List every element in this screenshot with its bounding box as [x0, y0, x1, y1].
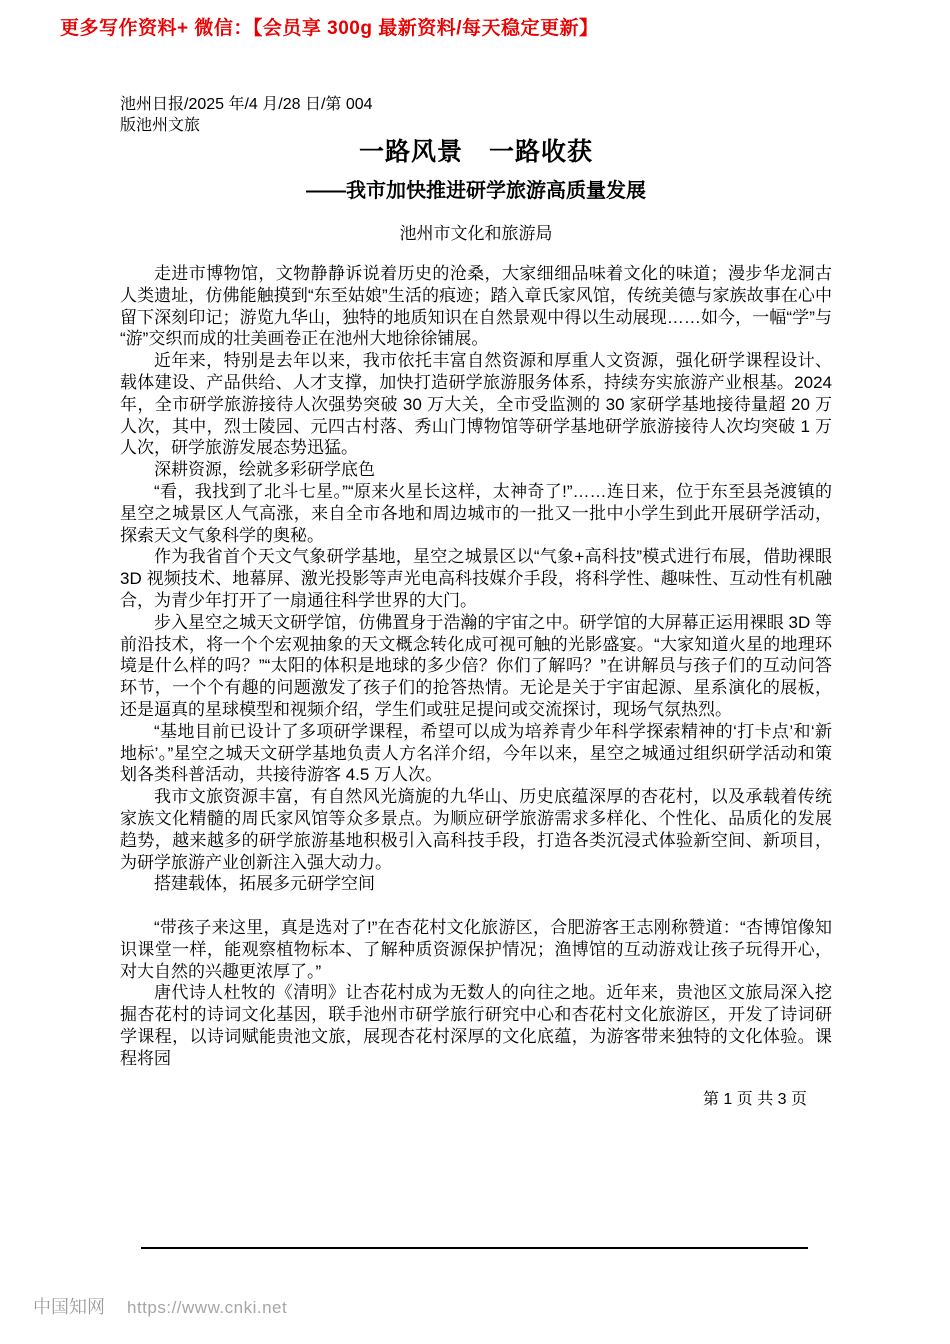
source-meta-line-1: 池州日报/2025 年/4 月/28 日/第 004 [120, 96, 373, 113]
watermark-brand: 中国知网 [33, 1297, 105, 1317]
article-paragraph: 深耕资源，绘就多彩研学底色 [154, 460, 375, 480]
footer-divider [141, 1247, 808, 1249]
article-paragraph: “看，我找到了北斗七星。”“原来火星长这样，太神奇了!”……连日来，位于东至县尧渡镇的星空之城景区人气高涨，来自全市各地和周边城市的一批又一批中小学生到此开展研学活动，探索天文气象科学的奥秘。 [120, 481, 832, 545]
article-paragraph: “带孩子来这里，真是选对了!”在杏花村文化旅游区，合肥游客王志刚称赞道：“杏博馆像知识课堂一样，能观察植物标本、了解种质资源保护情况；渔博馆的互动游戏让孩子玩得开心，对大自然的兴趣更浓厚了。” [120, 917, 832, 981]
article-subtitle: ——我市加快推进研学旅游高质量发展 [306, 180, 646, 202]
article-paragraph: 步入星空之城天文研学馆，仿佛置身于浩瀚的宇宙之中。研学馆的大屏幕正运用裸眼 3D 等前沿技术，将一个个宏观抽象的天文概念转化成可视可触的光影盛宴。“大家知道火星的地理环境是什么样的吗？”“太阳的体积是地球的多少倍？你们了解吗？”在讲解员与孩子们的互动问答环节，一个个有趣的问题激发了孩子们的抢答热情。无论是关于宇宙起源、星系演化的展板，还是逼真的星球模型和视频介绍，学生们或驻足提问或交流探讨，现场气氛热烈。 [120, 612, 832, 719]
watermark [33, 1293, 287, 1319]
article-paragraph: 作为我省首个天文气象研学基地，星空之城景区以“气象+高科技”模式进行布展，借助裸眼 3D 视频技术、地幕屏、激光投影等声光电高科技媒介手段，将科学性、趣味性、互动性有机融合，为青少年打开了一扇通往科学世界的大门。 [120, 547, 832, 610]
article-paragraph: 搭建载体，拓展多元研学空间 [154, 874, 375, 894]
source-meta [120, 94, 832, 136]
article-body [120, 263, 832, 1069]
article-paragraph [120, 895, 832, 917]
promo-banner-text: 更多写作资料+ 微信：【会员享 300g 最新资料/每天稳定更新】 [60, 18, 599, 39]
article-title: 一路风景 一路收获 [358, 138, 593, 166]
watermark-url: https://www.cnki.net [127, 1298, 288, 1317]
page-indicator: 第 1 页 共 3 页 [702, 1091, 807, 1108]
article-byline: 池州市文化和旅游局 [399, 224, 553, 243]
article-paragraph: 走进市博物馆，文物静静诉说着历史的沧桑，大家细细品味着文化的味道；漫步华龙洞古人类遗址，仿佛能触摸到“东至姑娘”生活的痕迹；踏入章氏家风馆，传统美德与家族故事在心中留下深刻印记；游览九华山，独特的地质知识在自然景观中得以生动展现……如今，一幅“学”与“游”交织而成的壮美画卷正在池州大地徐徐铺展。 [120, 264, 832, 349]
article-paragraph: “基地目前已设计了多项研学课程，希望可以成为培养青少年科学探索精神的‘打卡点’和‘新地标’。”星空之城天文研学基地负责人方名洋介绍，今年以来，星空之城通过组织研学活动和策划各类科普活动，共接待游客 4.5 万人次。 [120, 721, 832, 785]
article-paragraph: 近年来，特别是去年以来，我市依托丰富自然资源和厚重人文资源，强化研学课程设计、载体建设、产品供给、人才支撑，加快打造研学旅游服务体系，持续夯实旅游产业根基。2024 年，全市研学旅游接待人次强势突破 30 万大关，全市受监测的 30 家研学基地接待量超 20 万人次，其中，烈士陵园、元四古村落、秀山门博物馆等研学基地研学旅游接待人次均突破 1 万人次，研学旅游发展态势迅猛。 [120, 351, 832, 458]
article-paragraph: 我市文旅资源丰富，有自然风光旖旎的九华山、历史底蕴深厚的杏花村，以及承载着传统家族文化精髓的周氏家风馆等众多景点。为顺应研学旅游需求多样化、个性化、品质化的发展趋势，越来越多的研学旅游基地积极引入高科技手段，打造各类沉浸式体验新空间、新项目，为研学旅游产业创新注入强大动力。 [120, 787, 832, 872]
source-meta-line-2: 版池州文旅 [120, 117, 201, 134]
article-paragraph: 唐代诗人杜牧的《清明》让杏花村成为无数人的向往之地。近年来，贵池区文旅局深入挖掘杏花村的诗词文化基因，联手池州市研学旅行研究中心和杏花村文化旅游区，开发了诗词研学课程，以诗词赋能贵池文旅，展现杏花村深厚的文化底蕴，为游客带来独特的文化体验。课程将园 [120, 983, 832, 1068]
